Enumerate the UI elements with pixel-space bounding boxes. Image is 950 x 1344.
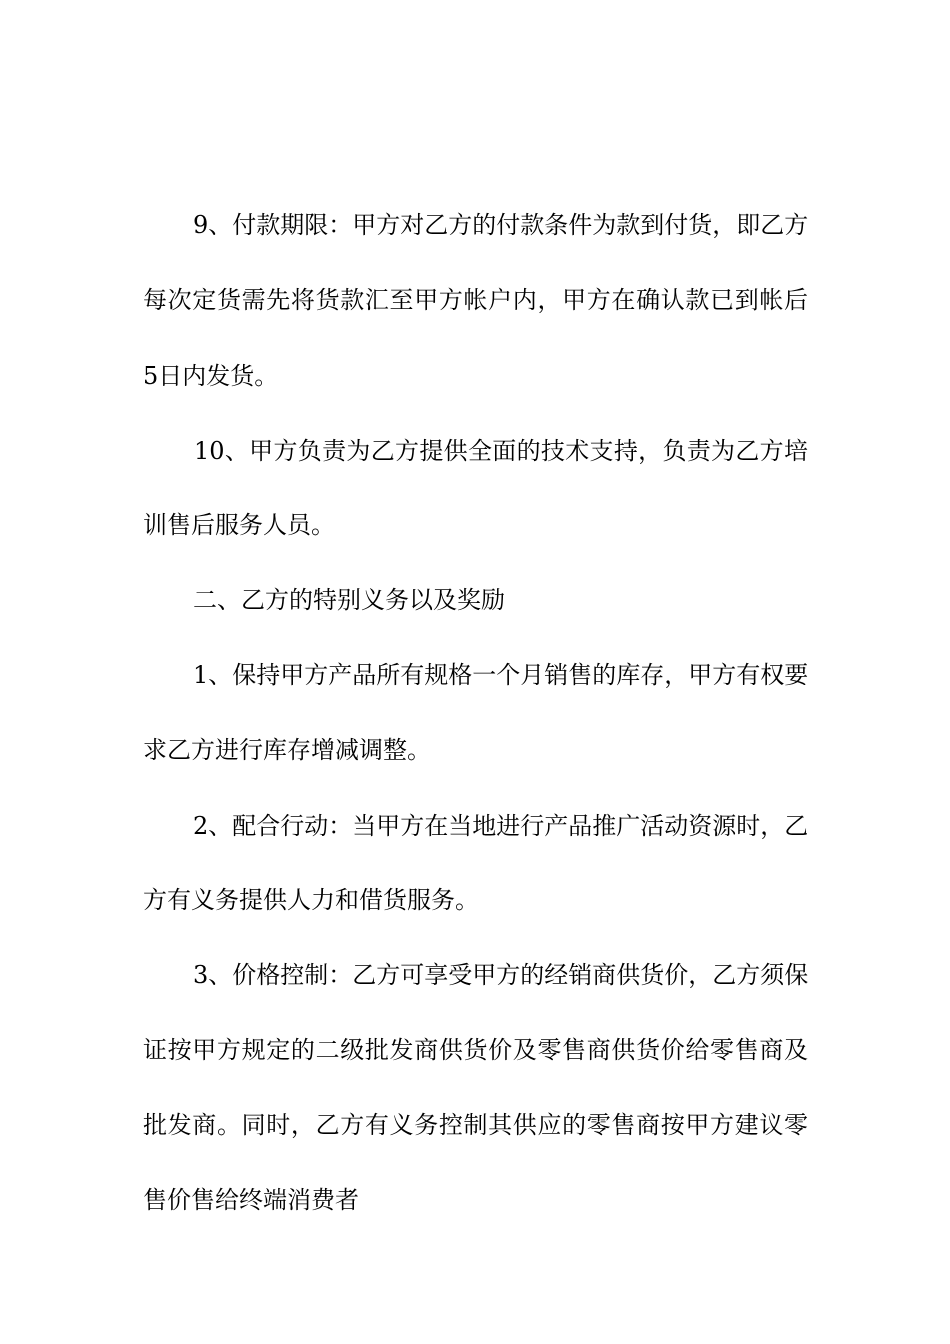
section-heading-two: 二、乙方的特别义务以及奖励: [193, 586, 505, 614]
paragraph-10-line-1: 10、甲方负责为乙方提供全面的技术支持，负责为乙方培: [194, 437, 808, 465]
paragraph-9-line-2: 每次定货需先将货款汇至甲方帐户内，甲方在确认款已到帐后: [143, 286, 808, 314]
item-3-line-2: 证按甲方规定的二级批发商供货价及零售商供货价给零售商及: [143, 1036, 808, 1064]
paragraph-9-line-1: 9、付款期限：甲方对乙方的付款条件为款到付货，即乙方: [193, 211, 809, 239]
item-1-line-1: 1、保持甲方产品所有规格一个月销售的库存，甲方有权要: [193, 661, 809, 689]
item-2-line-1: 2、配合行动：当甲方在当地进行产品推广活动资源时，乙: [193, 812, 809, 840]
item-3-line-4: 售价售给终端消费者: [143, 1186, 359, 1214]
paragraph-10-line-2: 训售后服务人员。: [143, 511, 335, 539]
item-1-line-2: 求乙方进行库存增减调整。: [143, 736, 431, 764]
item-2-line-2: 方有义务提供人力和借货服务。: [143, 886, 479, 914]
item-3-line-3: 批发商。同时，乙方有义务控制其供应的零售商按甲方建议零: [143, 1111, 808, 1139]
paragraph-9-line-3: 5日内发货。: [143, 362, 279, 390]
item-3-line-1: 3、价格控制：乙方可享受甲方的经销商供货价，乙方须保: [193, 961, 809, 989]
